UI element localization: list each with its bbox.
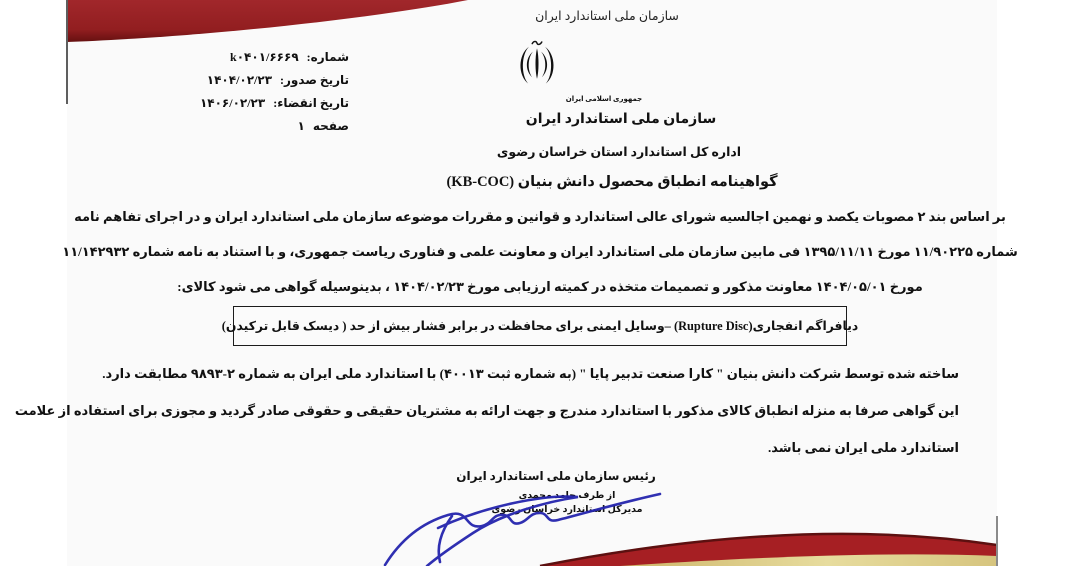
signature-on-behalf: از طرف حامد محمدی <box>518 491 616 501</box>
certificate-page <box>14 0 1018 566</box>
page-left-edge <box>66 0 68 104</box>
statement-line2: این گواهی صرفا به منزله انطباق کالای مذکور با استاندارد مندرج و جهت ارائه به مشتریان حقیقی و حقوقی صادر گردید و مجوزی برای استفاده از علامت <box>14 403 959 418</box>
top-header-org-name: سازمان ملی استاندارد ایران <box>535 9 679 23</box>
meta-row-page-number <box>200 115 349 138</box>
page-number-value: ۱ <box>297 119 305 133</box>
bottom-decorative-bands <box>67 500 997 566</box>
page-right-edge <box>996 516 998 566</box>
iran-emblem-icon <box>513 40 561 92</box>
signature-role: مدیرکل استاندارد خراسان رضوی <box>491 505 643 515</box>
meta-row-issue-date <box>200 69 349 92</box>
certificate-meta-block <box>200 46 349 138</box>
office-title: اداره کل استاندارد استان خراسان رضوی <box>496 145 742 159</box>
meta-row-number <box>200 46 349 69</box>
ribbon-shape <box>67 0 468 42</box>
meta-number-value: k۰۴۰۱/۶۶۶۹ <box>230 50 299 64</box>
top-left-red-ribbon <box>67 0 477 46</box>
meta-row-expiry-date <box>200 92 349 115</box>
page-number-label: صفحه <box>312 119 349 133</box>
meta-issue-date-label: تاریخ صدور: <box>280 73 349 87</box>
product-description: دیافراگم انفجاری(Rupture Disc) –وسایل ایمنی برای محافظت در برابر فشار بیش از حد ( دیسک قابل ترکیدن) <box>221 319 859 333</box>
certificate-title: گواهینامه انطباق محصول دانش بنیان (KB-COC) <box>446 174 778 190</box>
paragraph1-line2: شماره ۱۱/۹۰۲۲۵ مورخ ۱۳۹۵/۱۱/۱۱ فی مابین سازمان ملی استاندارد ایران و معاونت علمی و فناوری ریاست جمهوری، و با استناد به نامه شماره ۱۱/۱۴۲۹۳۲ <box>62 244 1018 259</box>
product-box <box>221 306 859 346</box>
org-title: سازمان ملی استاندارد ایران <box>525 112 717 127</box>
signature-title: رئیس سازمان ملی استاندارد ایران <box>456 469 656 483</box>
meta-number-label: شماره: <box>306 50 349 64</box>
statement-line1: ساخته شده توسط شرکت دانش بنیان " کارا صنعت تدبیر پایا " (به شماره ثبت ۴۰۰۱۳) با استاندارد ملی ایران به شماره ۲-۹۸۹۳ مطابقت دارد. <box>102 366 959 381</box>
paragraph1-line3: مورخ ۱۴۰۴/۰۵/۰۱ معاونت مذکور و تصمیمات متخذه در کمیته ارزیابی مورخ ۱۴۰۴/۰۲/۲۳ ، بدینوسیله گواهی می شود کالای: <box>177 279 923 294</box>
emblem-caption: جمهوری اسلامی ایران <box>565 95 643 103</box>
paragraph1-line1: بر اساس بند ۲ مصوبات یکصد و نهمین اجالسیه شورای عالی استاندارد و قوانین و مقررات موضوعه سازمان ملی استاندارد ایران و در اجرای تفاهم نامه <box>74 209 1006 224</box>
meta-expiry-date-value: ۱۴۰۶/۰۲/۲۳ <box>199 96 266 110</box>
meta-issue-date-value: ۱۴۰۴/۰۲/۲۳ <box>206 73 273 87</box>
statement-line3: استاندارد ملی ایران نمی باشد. <box>768 440 959 455</box>
meta-expiry-date-label: تاریخ انقضاء: <box>273 96 349 110</box>
